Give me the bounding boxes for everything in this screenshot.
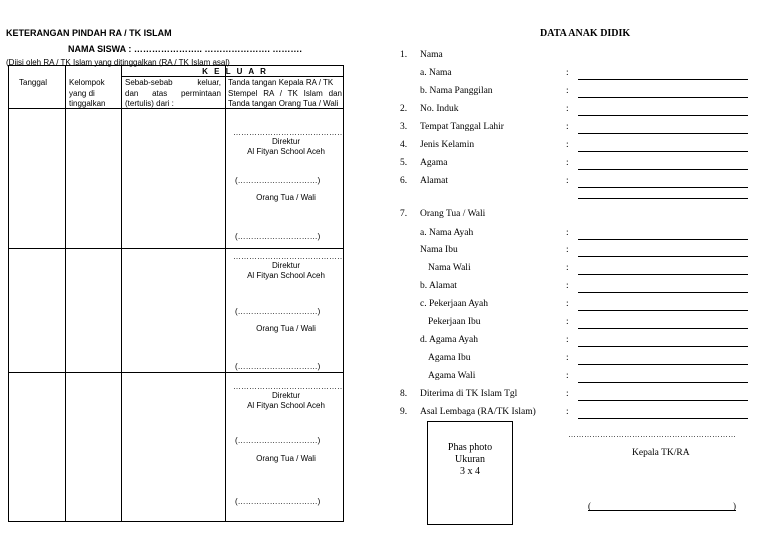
row-label: Asal Lembaga (RA/TK Islam) [420, 407, 536, 417]
row-colon: : [566, 371, 569, 381]
row-colon: : [566, 389, 569, 399]
fill-in-line[interactable] [578, 169, 748, 170]
director-label: Direktur [271, 261, 300, 270]
signature-section [227, 382, 345, 512]
table-divider [65, 66, 66, 521]
row-colon: : [566, 263, 569, 273]
parent-label: Orang Tua / Wali [256, 454, 316, 463]
school-name: Al Fityan School Aceh [247, 147, 325, 156]
fill-in-line[interactable] [578, 346, 748, 347]
fill-in-line[interactable] [578, 328, 748, 329]
row-number: 9. [400, 407, 408, 417]
row-colon: : [566, 317, 569, 327]
row-label: Pekerjaan Ibu [428, 317, 481, 327]
student-name-line: NAMA SISWA : ………………….. …………………. ………. [68, 44, 302, 54]
fill-in-line[interactable] [578, 239, 748, 240]
row-label: No. Induk [420, 104, 459, 114]
fill-in-line[interactable] [578, 256, 748, 257]
fill-in-line[interactable] [578, 364, 748, 365]
fill-in-line[interactable] [578, 400, 748, 401]
table-divider [121, 66, 122, 521]
row-colon: : [566, 281, 569, 291]
school-name: Al Fityan School Aceh [247, 401, 325, 410]
row-colon: : [566, 299, 569, 309]
row-number: 2. [400, 104, 408, 114]
photo-box: Phas photo Ukuran 3 x 4 [427, 421, 513, 525]
principal-signature-dots: ……………………………………………………… [568, 430, 736, 439]
row-colon: : [566, 68, 569, 78]
table-divider [121, 76, 343, 77]
row-number: 1. [400, 50, 408, 60]
row-colon: : [566, 245, 569, 255]
principal-label: Kepala TK/RA [632, 448, 690, 458]
row-label: Agama [420, 158, 448, 168]
table-divider [9, 248, 343, 249]
fill-in-line[interactable] [578, 382, 748, 383]
col-sebab: Sebab-sebab keluar, dan atas permintaan (tertulis) dari : [125, 78, 221, 108]
row-label: Nama Wali [428, 263, 471, 273]
fill-in-line[interactable] [578, 115, 748, 116]
row-colon: : [566, 122, 569, 132]
row-number: 4. [400, 140, 408, 150]
row-colon: : [566, 86, 569, 96]
fill-in-line[interactable] [578, 133, 748, 134]
signature-dots: …………………………………… [233, 382, 345, 391]
signature-section [227, 128, 345, 241]
row-colon: : [566, 140, 569, 150]
principal-name-line: ( ) [588, 501, 736, 511]
col-tanggal: Tanggal [19, 78, 48, 87]
left-note: (Diisi oleh RA / TK Islam yang ditinggalkan (RA / TK Islam asal) [6, 58, 230, 67]
row-label: b. Alamat [420, 281, 457, 291]
row-colon: : [566, 353, 569, 363]
parent-label: Orang Tua / Wali [256, 324, 316, 333]
row-label: d. Agama Ayah [420, 335, 478, 345]
director-label: Direktur [271, 137, 300, 146]
row-label: Tempat Tanggal Lahir [420, 122, 504, 132]
table-divider [225, 66, 226, 521]
row-label: Orang Tua / Wali [420, 209, 486, 219]
row-colon: : [566, 407, 569, 417]
table-divider [9, 372, 343, 373]
fill-in-line[interactable] [578, 97, 748, 98]
right-title: DATA ANAK DIDIK [540, 28, 631, 39]
signature-paren: (…………………………) [235, 362, 321, 371]
row-label: a. Nama Ayah [420, 228, 474, 238]
row-label: b. Nama Panggilan [420, 86, 493, 96]
row-colon: : [566, 335, 569, 345]
fill-in-line[interactable] [578, 418, 748, 419]
row-label: Nama [420, 50, 443, 60]
row-label: a. Nama [420, 68, 452, 78]
row-label: Jenis Kelamin [420, 140, 475, 150]
keluar-header: K E L U A R [202, 67, 268, 76]
fill-in-line[interactable] [578, 310, 748, 311]
signature-section [227, 252, 345, 371]
col-kelompok: Kelompok yang di tinggalkan [69, 78, 106, 108]
fill-in-line[interactable] [578, 79, 748, 80]
signature-paren: (…………………………) [235, 497, 321, 506]
signature-dots: …………………………………… [233, 128, 345, 137]
parent-label: Orang Tua / Wali [256, 193, 316, 202]
transfer-table [8, 65, 344, 522]
director-label: Direktur [271, 391, 300, 400]
row-colon: : [566, 176, 569, 186]
row-number: 8. [400, 389, 408, 399]
row-number: 3. [400, 122, 408, 132]
row-label: Alamat [420, 176, 448, 186]
row-colon: : [566, 228, 569, 238]
school-name: Al Fityan School Aceh [247, 271, 325, 280]
row-number: 6. [400, 176, 408, 186]
left-title: KETERANGAN PINDAH RA / TK ISLAM [6, 28, 172, 38]
row-label: Nama Ibu [420, 245, 458, 255]
signature-paren: (…………………………) [235, 436, 321, 445]
fill-in-line[interactable] [578, 151, 748, 152]
row-label: Diterima di TK Islam Tgl [420, 389, 518, 399]
col-tandatangan: Tanda tangan Kepala RA / TK Stempel RA / TK Islam dan Tanda tangan Orang Tua / Wali [228, 78, 342, 108]
row-label: Agama Wali [428, 371, 476, 381]
signature-paren: (…………………………) [235, 176, 321, 185]
fill-in-line[interactable] [578, 198, 748, 199]
signature-paren: (…………………………) [235, 307, 321, 316]
row-colon: : [566, 158, 569, 168]
signature-paren: (…………………………) [235, 232, 321, 241]
fill-in-line[interactable] [578, 274, 748, 275]
row-number: 7. [400, 209, 408, 219]
row-label: Agama Ibu [428, 353, 471, 363]
row-label: c. Pekerjaan Ayah [420, 299, 488, 309]
fill-in-line[interactable] [578, 187, 748, 188]
fill-in-line[interactable] [578, 292, 748, 293]
row-colon: : [566, 104, 569, 114]
signature-dots: …………………………………… [233, 252, 345, 261]
row-number: 5. [400, 158, 408, 168]
